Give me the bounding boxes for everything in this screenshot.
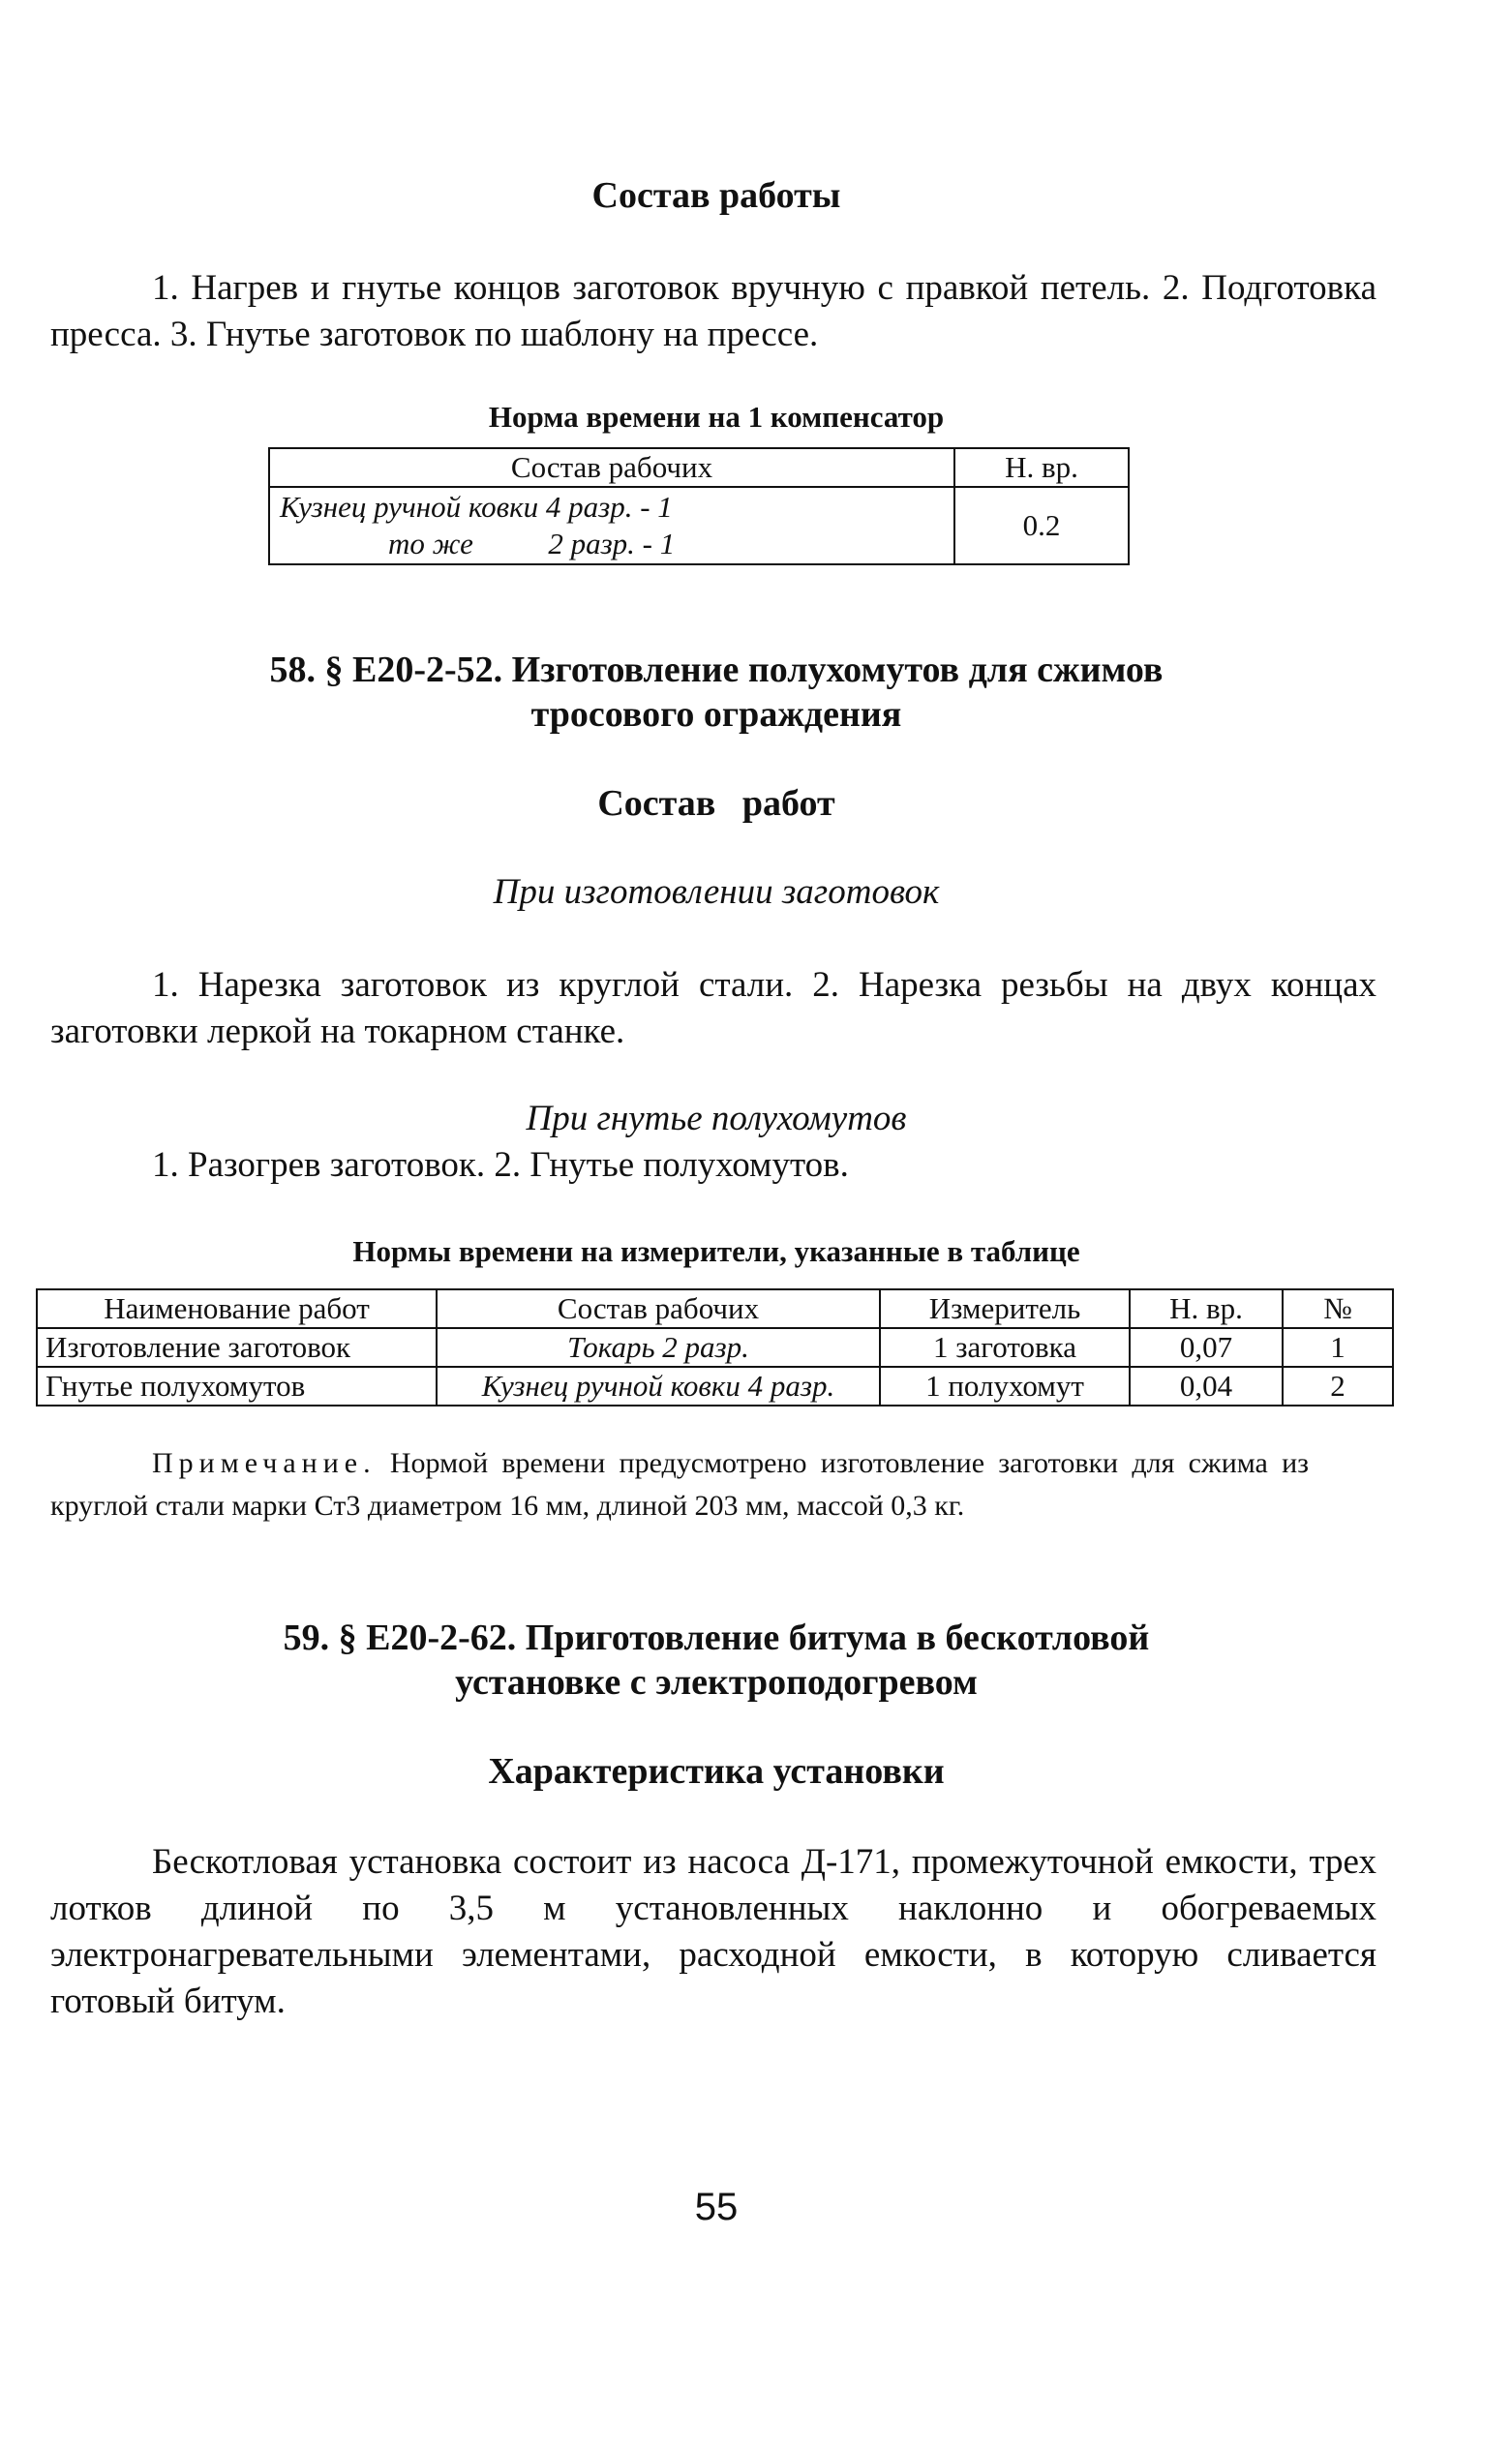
section59-subheading: Характеристика установки	[488, 1751, 945, 1792]
section58-table	[36, 1288, 1394, 1406]
table-cell: Гнутье полухомутов	[37, 1367, 437, 1406]
table-header-cell: Н. вр.	[1130, 1289, 1283, 1328]
section58-sub2: При гнутье полухомутов	[526, 1099, 907, 1138]
section59-title-line1: 59. § Е20-2-62. Приготовление битума в бескотловой	[283, 1618, 1150, 1658]
section58-text2: 1. Разогрев заготовок. 2. Гнутье полухомутов.	[152, 1145, 849, 1185]
table-cell-value: 0.2	[954, 487, 1129, 564]
section58-title-line2: тросового ограждения	[530, 694, 902, 735]
section58-note	[50, 1442, 1309, 1527]
table-header-cell: Наименование работ	[37, 1289, 437, 1328]
section1-table	[268, 447, 1130, 565]
note-text: Нормой времени предусмотрено изготовление заготовки для сжима из круглой стали марки Ст3 диаметром 16 мм, длиной 203 мм, массой 0,3 кг.	[50, 1447, 1309, 1522]
table-row	[37, 1328, 1393, 1367]
section58-sub1: При изготовлении заготовок	[493, 872, 940, 912]
table-cell: 0,07	[1130, 1328, 1283, 1367]
table-cell: Изготовление заготовок	[37, 1328, 437, 1367]
table-cell: 1 заготовка	[880, 1328, 1130, 1367]
page-number: 55	[694, 2186, 739, 2228]
table-cell: Токарь 2 разр.	[437, 1328, 880, 1367]
section58-title-line1: 58. § Е20-2-52. Изготовление полухомутов для сжимов	[269, 650, 1164, 690]
section1-table-caption: Норма времени на 1 компенсатор	[488, 400, 945, 434]
table-header-cell: №	[1283, 1289, 1393, 1328]
workers-line-1: Кузнец ручной ковки 4 разр. - 1	[280, 490, 673, 524]
table-header-cell: Измеритель	[880, 1289, 1130, 1328]
table-header-cell: Н. вр.	[954, 448, 1129, 487]
table-cell: Кузнец ручной ковки 4 разр.	[437, 1367, 880, 1406]
table-cell: 0,04	[1130, 1367, 1283, 1406]
table-cell: 1	[1283, 1328, 1393, 1367]
table-row	[37, 1367, 1393, 1406]
table-header-cell: Состав рабочих	[269, 448, 954, 487]
section59-text: Бескотловая установка состоит из насоса Д-171, промежуточной емкости, трех лотков длиной по 3,5 м установленных наклонно и обогреваемых электронагревательными элементами, расходной емкости, в которую сливается готовый битум.	[50, 1842, 1376, 2021]
workers-line-2: то же 2 разр. - 1	[388, 527, 676, 560]
section59-title-line2: установке с электроподогревом	[455, 1662, 978, 1703]
table-cell: 2	[1283, 1367, 1393, 1406]
note-label: Примечание.	[152, 1447, 377, 1479]
section58-text1: 1. Нарезка заготовок из круглой стали. 2. Нарезка резьбы на двух концах заготовки леркой на токарном станке.	[50, 965, 1376, 1051]
section1-heading: Состав работы	[591, 175, 841, 216]
table-header-cell: Состав рабочих	[437, 1289, 880, 1328]
section58-subheading: Состав работ	[597, 783, 835, 824]
table-cell-workers	[269, 487, 954, 564]
table-cell: 1 полухомут	[880, 1367, 1130, 1406]
section58-table-caption: Нормы времени на измерители, указанные в таблице	[352, 1234, 1080, 1268]
section1-text: 1. Нагрев и гнутье концов заготовок вручную с правкой петель. 2. Подготовка пресса. 3. Гнутье заготовок по шаблону на прессе.	[50, 268, 1376, 354]
